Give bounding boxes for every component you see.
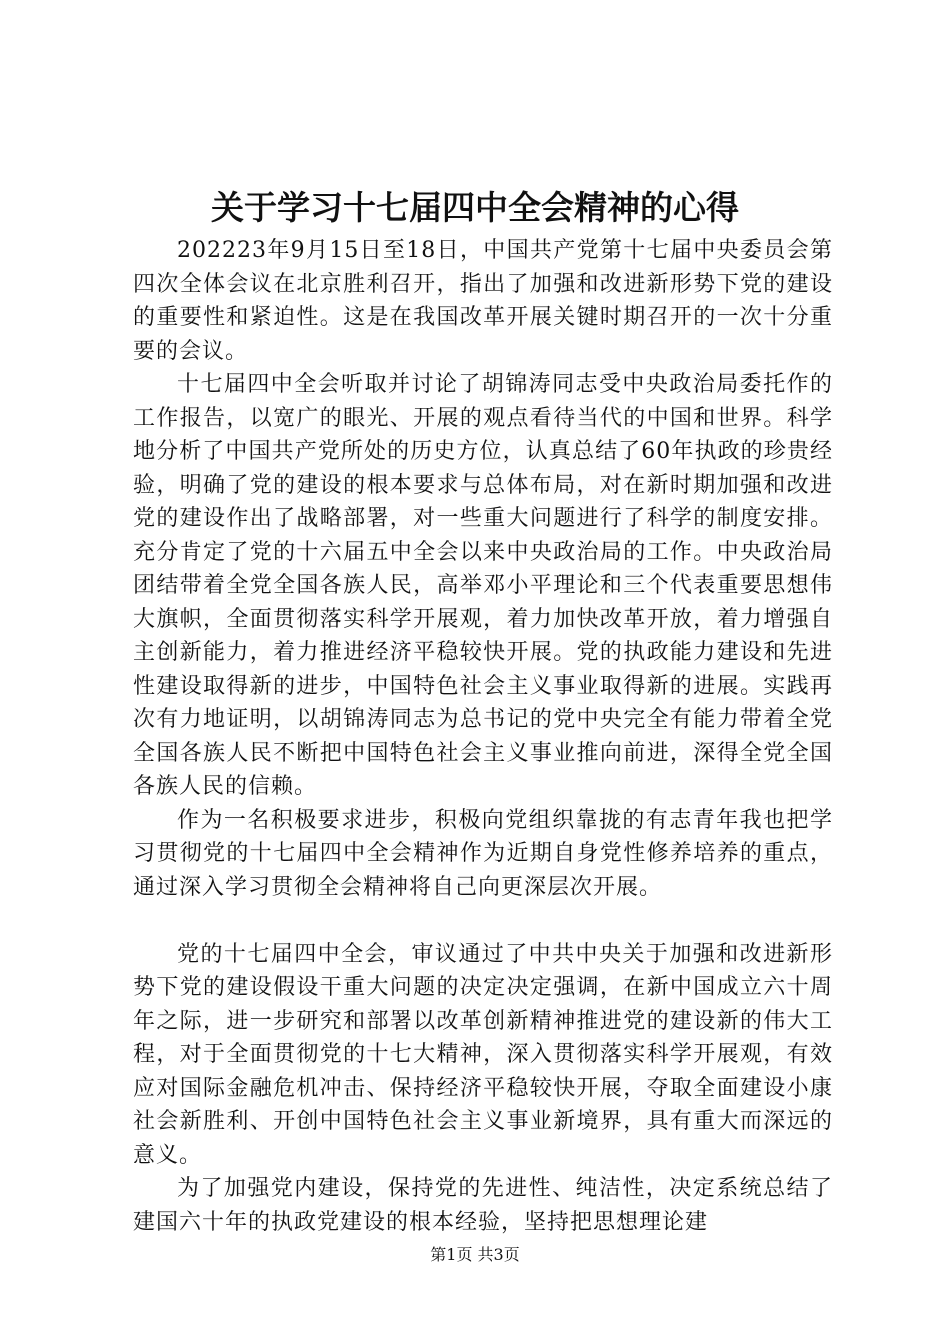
page-number: 第1页 共3页 (430, 1245, 520, 1264)
paragraph-5: 为了加强党内建设，保持党的先进性、纯洁性，决定系统总结了建国六十年的执政党建设的根本经验，坚持把思想理论建 (133, 1176, 833, 1235)
paragraph-4: 党的十七届四中全会，审议通过了中共中央关于加强和改进新形势下党的建设假设干重大问题的决定决定强调，在新中国成立六十周年之际，进一步研究和部署以改革创新精神推进党的建设新的伟大工程，对于全面贯彻党的十七大精神，深入贯彻落实科学开展观，有效应对国际金融危机冲击、保持经济平稳较快开展，夺取全面建设小康社会新胜利、开创中国特色社会主义事业新境界，具有重大而深远的意义。 (133, 941, 833, 1168)
document-body (133, 234, 833, 1239)
paragraph-1: 202223年9月15日至18日，中国共产党第十七届中央委员会第四次全体会议在北京胜利召开，指出了加强和改进新形势下党的建设的重要性和紧迫性。这是在我国改革开展关键时期召开的一次十分重要的会议。 (133, 238, 833, 364)
paragraph-gap (133, 904, 833, 938)
page-title: 关于学习十七届四中全会精神的心得 (211, 188, 739, 227)
paragraph-2: 十七届四中全会听取并讨论了胡锦涛同志受中央政治局委托作的工作报告，以宽广的眼光、开展的观点看待当代的中国和世界。科学地分析了中国共产党所处的历史方位，认真总结了60年执政的珍贵经验，明确了党的建设的根本要求与总体布局，对在新时期加强和改进党的建设作出了战略部署，对一些重大问题进行了科学的制度安排。充分肯定了党的十六届五中全会以来中央政治局的工作。中央政治局团结带着全党全国各族人民，高举邓小平理论和三个代表重要思想伟大旗帜，全面贯彻落实科学开展观，着力加快改革开放，着力增强自主创新能力，着力推进经济平稳较快开展。党的执政能力建设和先进性建设取得新的进步，中国特色社会主义事业取得新的进展。实践再次有力地证明，以胡锦涛同志为总书记的党中央完全有能力带着全党全国各族人民不断把中国特色社会主义事业推向前进，深得全党全国各族人民的信赖。 (133, 372, 833, 799)
paragraph-3: 作为一名积极要求进步，积极向党组织靠拢的有志青年我也把学习贯彻党的十七届四中全会精神作为近期自身党性修养培养的重点，通过深入学习贯彻全会精神将自己向更深层次开展。 (133, 807, 833, 900)
